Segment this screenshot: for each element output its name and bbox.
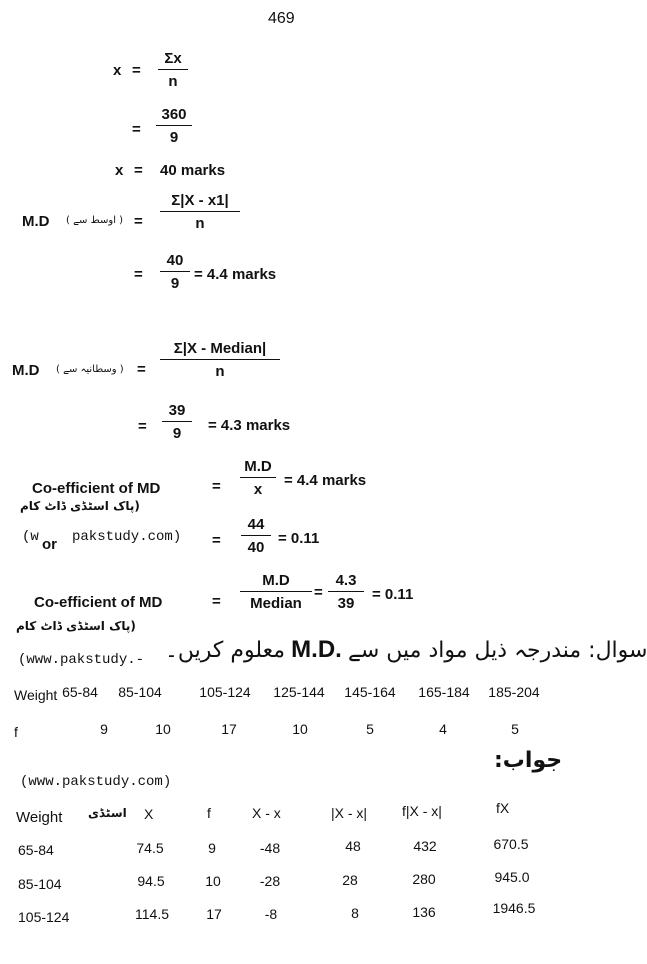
numerator: Σ|X - Median|	[160, 340, 280, 360]
frequency: 4	[439, 721, 447, 737]
frequency: 10	[292, 721, 308, 737]
fx-cell: 670.5	[493, 836, 529, 852]
coefficient-label: Co-efficient of MD	[32, 480, 161, 497]
equals-sign: =	[134, 162, 143, 179]
deviation-cell: -28	[259, 873, 281, 889]
fx-cell: 1946.5	[492, 900, 536, 916]
question-urdu-post: معلوم کریں۔	[165, 638, 286, 663]
question-md: M.D.	[291, 636, 342, 663]
numerator: M.D	[240, 458, 276, 478]
md-mean-result: = 4.4 marks	[194, 266, 277, 283]
equals-sign: =	[132, 62, 141, 79]
md-label: M.D	[12, 362, 40, 379]
deviation-cell: -8	[264, 906, 278, 922]
header-weight: Weight	[16, 809, 63, 826]
denominator: Median	[250, 595, 302, 612]
f-abs-deviation-cell: 280	[412, 871, 436, 887]
weight-class: 125-144	[273, 684, 325, 700]
or-word: or	[42, 536, 57, 553]
coefficient-fraction	[240, 458, 276, 498]
denominator: 9	[170, 275, 180, 292]
mean-fraction-values	[156, 106, 192, 146]
md-mean-values	[160, 252, 190, 292]
numerator: 39	[162, 402, 192, 422]
f-abs-deviation-cell: 136	[412, 904, 436, 920]
watermark-url: (www.pakstudy.-	[18, 652, 145, 668]
header-deviation: X - x	[252, 805, 281, 821]
watermark-urdu: (پاک اسٹڈی ڈاٹ کام	[20, 499, 140, 513]
equals-sign: =	[212, 593, 221, 610]
denominator: 9	[172, 425, 182, 442]
frequency-cell: 17	[206, 906, 222, 922]
watermark-urdu: اسٹڈی	[88, 806, 127, 820]
numerator: 44	[241, 516, 271, 536]
weight-class: 65-84	[62, 684, 98, 700]
answer-label: جواب:	[494, 748, 563, 773]
deviation-cell: -48	[259, 840, 281, 856]
watermark-url: (www.pakstudy.com)	[20, 774, 172, 790]
denominator: n	[215, 363, 225, 380]
header-f-abs-deviation: f|X - x|	[402, 803, 442, 819]
numerator: 360	[156, 106, 192, 126]
denominator: x	[253, 481, 263, 498]
weight-cell: 85-104	[18, 876, 62, 892]
numerator: Σx	[158, 50, 188, 70]
weight-class: 185-204	[488, 684, 540, 700]
denominator: 40	[247, 539, 265, 556]
watermark-url: pakstudy.com)	[72, 529, 182, 545]
mean-fraction	[158, 50, 188, 90]
md-median-fraction	[160, 340, 280, 380]
abs-deviation-cell: 48	[345, 838, 361, 854]
frequency-cell: 9	[208, 840, 216, 856]
equals-sign: =	[132, 121, 141, 138]
frequency: 17	[221, 721, 237, 737]
question-line	[165, 636, 647, 664]
abs-deviation-cell: 8	[351, 905, 359, 921]
equals-sign: =	[134, 266, 143, 283]
equals-sign: =	[212, 478, 221, 495]
weight-cell: 65-84	[18, 842, 54, 858]
midpoint-cell: 74.5	[136, 840, 164, 856]
f-abs-deviation-cell: 432	[413, 838, 437, 854]
watermark-urdu: (پاک اسٹڈی ڈاٹ کام	[16, 619, 136, 633]
mean-symbol: x	[113, 62, 122, 79]
header-x: X	[144, 806, 154, 822]
frequency-cell: 10	[205, 873, 221, 889]
mean-result: 40 marks	[160, 162, 226, 179]
question-urdu-pre: سوال: مندرجہ ذیل مواد میں سے	[347, 638, 647, 663]
numerator: Σ|X - x1|	[160, 192, 240, 212]
header-fx: fX	[496, 800, 510, 816]
md-urdu-note: ( اوسط سے )	[66, 215, 124, 226]
weight-class: 165-184	[418, 684, 470, 700]
weight-class: 145-164	[344, 684, 396, 700]
denominator: n	[168, 73, 178, 90]
coefficient-result: = 0.11	[278, 530, 320, 547]
header-f: f	[207, 805, 211, 821]
frequency: 5	[366, 721, 374, 737]
equals-sign: =	[314, 584, 323, 601]
coefficient-values	[328, 572, 364, 612]
md-median-values	[162, 402, 192, 442]
header-abs-deviation: |X - x|	[331, 805, 368, 821]
numerator: 4.3	[328, 572, 364, 592]
md-urdu-note: ( وسطانیہ سے )	[56, 364, 124, 375]
coefficient-result: = 0.11	[372, 586, 414, 603]
watermark-url: (w	[22, 529, 39, 545]
weight-class: 85-104	[118, 684, 162, 700]
denominator: 39	[337, 595, 355, 612]
weight-cell: 105-124	[18, 909, 70, 925]
md-median-result: = 4.3 marks	[208, 417, 291, 434]
f-label: f	[14, 724, 18, 740]
frequency: 10	[155, 721, 171, 737]
fx-cell: 945.0	[494, 869, 530, 885]
frequency: 5	[511, 721, 519, 737]
weight-label: Weight	[14, 687, 58, 703]
frequency: 9	[100, 721, 108, 737]
coefficient-result: = 4.4 marks	[284, 472, 367, 489]
equals-sign: =	[138, 418, 147, 435]
mean-symbol: x	[115, 162, 124, 179]
equals-sign: =	[134, 213, 143, 230]
md-label: M.D	[22, 213, 50, 230]
coefficient-values	[241, 516, 271, 556]
midpoint-cell: 114.5	[135, 906, 169, 922]
coefficient-label: Co-efficient of MD	[34, 594, 163, 611]
weight-class: 105-124	[199, 684, 251, 700]
denominator: n	[195, 215, 205, 232]
page-number: 469	[268, 10, 295, 27]
numerator: 40	[160, 252, 190, 272]
denominator: 9	[169, 129, 179, 146]
midpoint-cell: 94.5	[137, 873, 165, 889]
equals-sign: =	[212, 532, 221, 549]
abs-deviation-cell: 28	[342, 872, 358, 888]
equals-sign: =	[137, 361, 146, 378]
numerator: M.D	[240, 572, 312, 592]
md-mean-fraction	[160, 192, 240, 232]
coefficient-fraction	[240, 572, 312, 612]
